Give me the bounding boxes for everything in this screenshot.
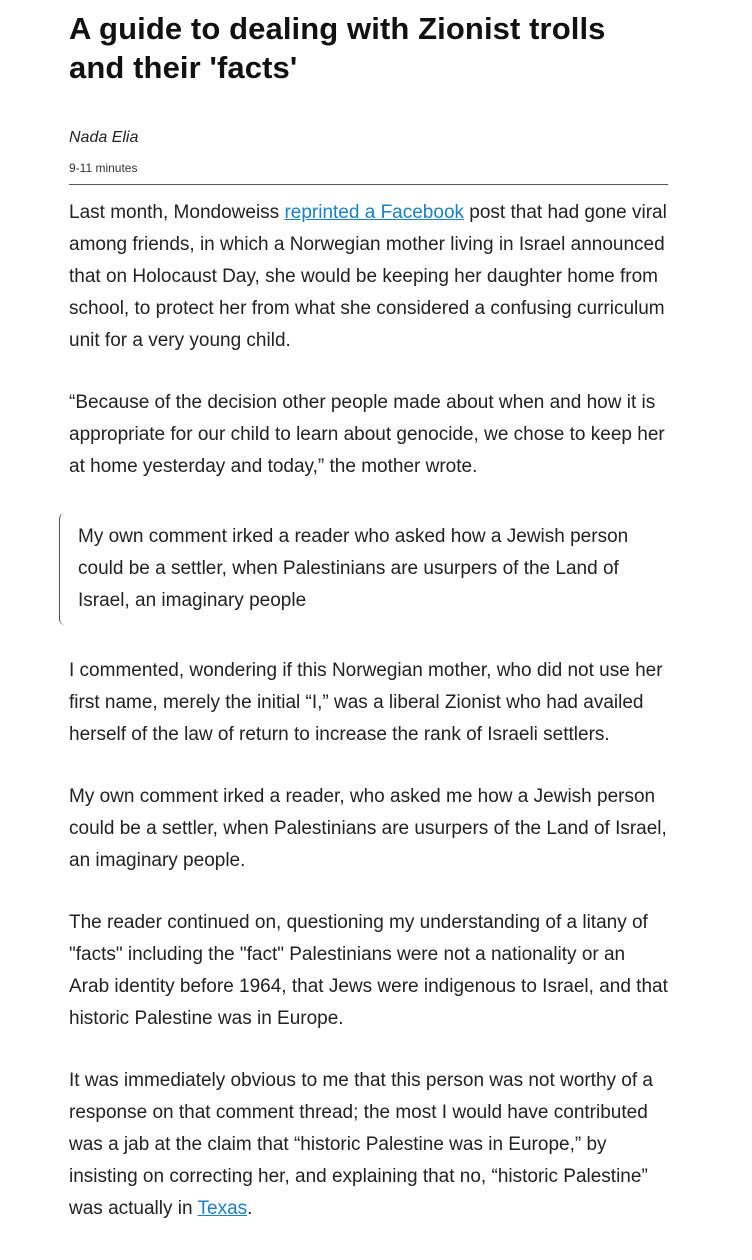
- pull-quote-text: My own comment irked a reader who asked how a Jewish person could be a settler, when Palestinians are usurpers of the Land of Israel, an imaginary people: [78, 526, 629, 611]
- facebook-post-link[interactable]: reprinted a Facebook: [284, 202, 465, 223]
- article-title: A guide to dealing with Zionist trolls and their 'facts': [69, 11, 606, 85]
- paragraph-1-text-after: post that had gone viral among friends, in which a Norwegian mother living in Israel announced that on Holocaust Day, she would be keeping her daughter home from school, to protect her from what she considered a confusing curriculum unit for a very young child.: [69, 202, 667, 351]
- paragraph-2: “Because of the decision other people made about when and how it is appropriate for our child to learn about genocide, we chose to keep her at home yesterday and today,” the mother wrote.: [69, 392, 665, 477]
- author-byline: Nada Elia: [69, 129, 139, 146]
- pull-quote: [59, 513, 670, 625]
- paragraph-3: I commented, wondering if this Norwegian mother, who did not use her first name, merely the initial “I,” was a liberal Zionist who had availed herself of the law of return to increase the rank of Israeli settlers.: [69, 660, 663, 745]
- paragraph-6-text-after: .: [247, 1198, 253, 1219]
- texas-link[interactable]: Texas: [197, 1198, 248, 1219]
- article: [69, 0, 669, 1225]
- paragraph-4: My own comment irked a reader, who asked me how a Jewish person could be a settler, when Palestinians are usurpers of the Land of Israel, an imaginary people.: [69, 786, 667, 871]
- paragraph-5: The reader continued on, questioning my understanding of a litany of "facts" including the "fact" Palestinians were not a nationality or an Arab identity before 1964, that Jews were indigenous to Israel, and that historic Palestine was in Europe.: [69, 912, 668, 1029]
- paragraph-1: [69, 197, 669, 357]
- paragraph-6-text-before: It was immediately obvious to me that this person was not worthy of a response on that comment thread; the most I would have contributed was a jab at the claim that “historic Palestine was in Europe,” by insisting on correcting her, and explaining that no, “historic Palestine” was actually in: [69, 1070, 653, 1219]
- header-divider: [69, 184, 668, 185]
- paragraph-6: [69, 1065, 669, 1225]
- paragraph-1-text-before: Last month, Mondoweiss: [69, 202, 285, 223]
- read-time: 9-11 minutes: [69, 161, 138, 175]
